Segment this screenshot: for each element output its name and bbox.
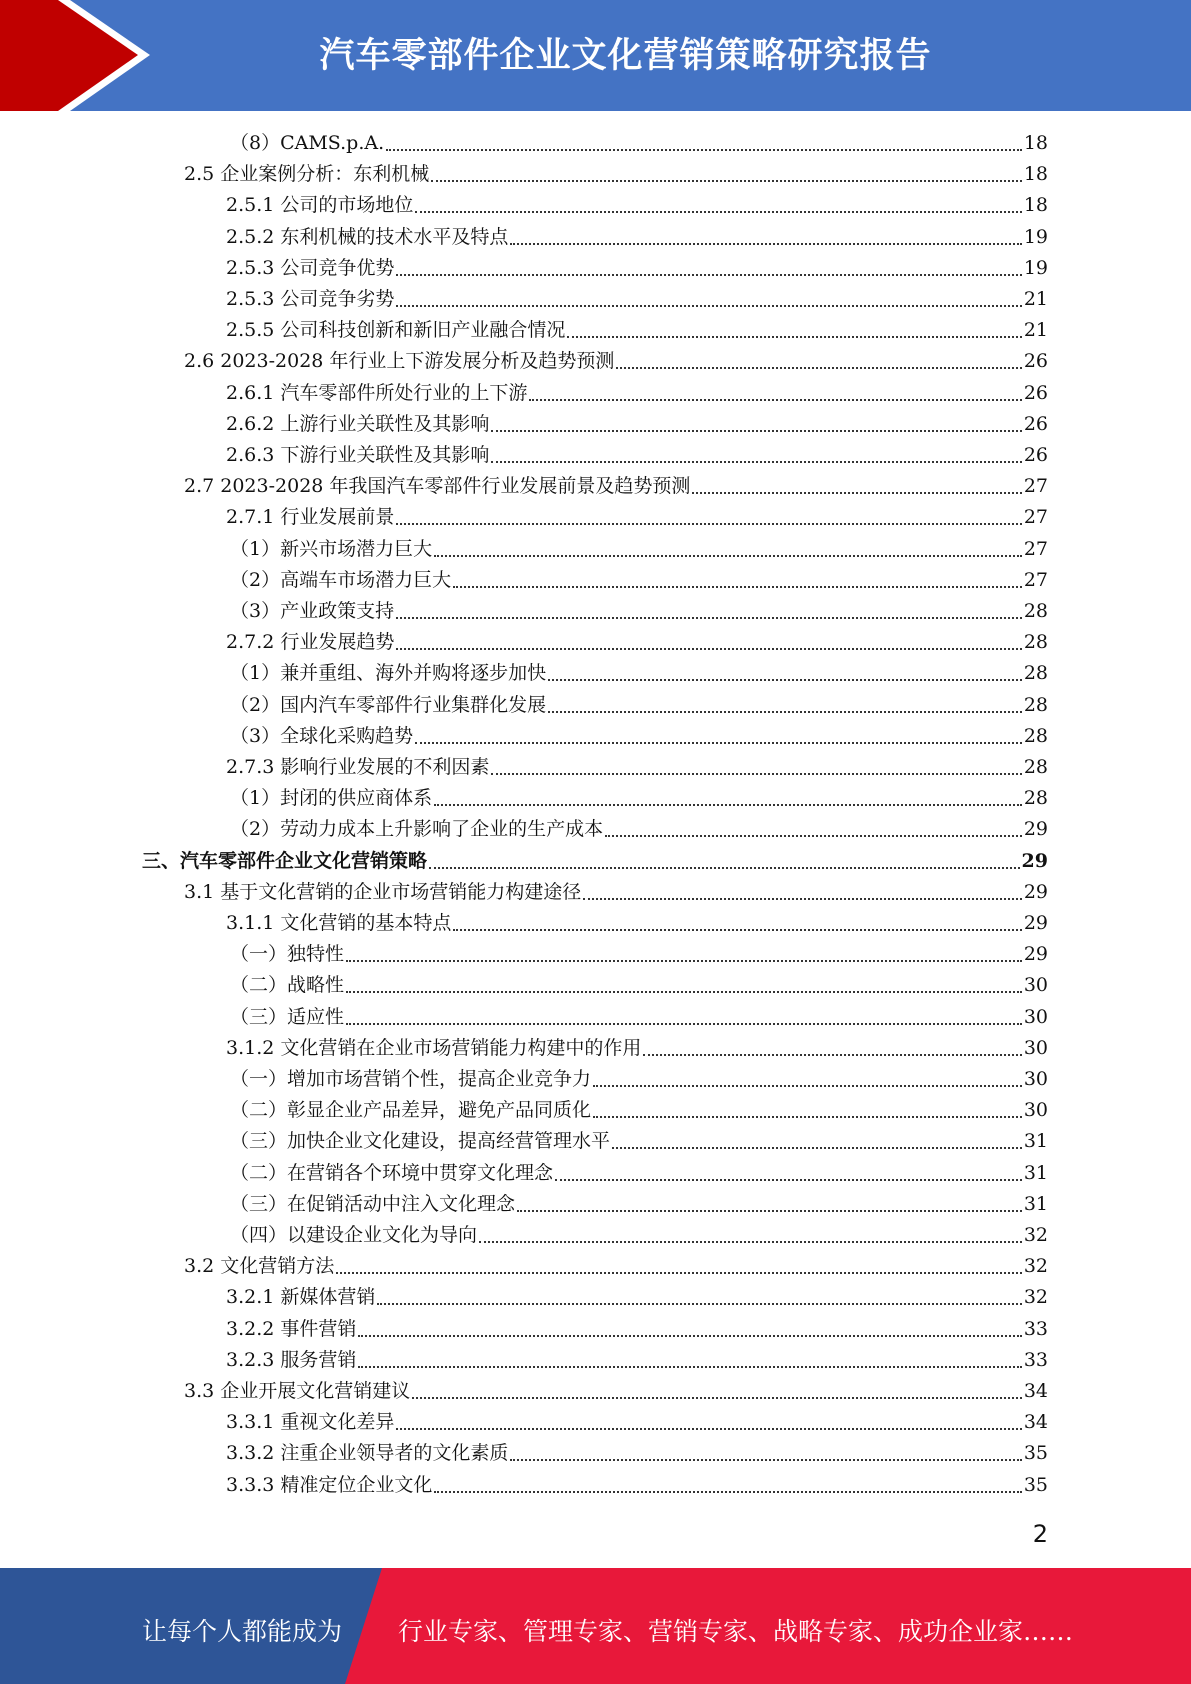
toc-dot-leader xyxy=(396,274,1021,276)
toc-entry-page: 34 xyxy=(1023,1380,1048,1402)
toc-entry[interactable] xyxy=(226,253,1048,284)
toc-entry-title: 2.5.1 公司的市场地位 xyxy=(226,194,414,216)
toc-entry[interactable] xyxy=(230,534,1048,565)
toc-entry-title: 2.5 企业案例分析：东利机械 xyxy=(184,163,430,185)
toc-entry-title: （一）增加市场营销个性，提高企业竞争力 xyxy=(230,1068,592,1090)
toc-entry[interactable] xyxy=(230,721,1048,752)
toc-entry[interactable] xyxy=(230,658,1048,689)
toc-entry-title: （二）战略性 xyxy=(230,974,345,996)
toc-dot-leader xyxy=(491,430,1021,432)
toc-dot-leader xyxy=(396,648,1021,650)
toc-dot-leader xyxy=(412,1397,1022,1399)
toc-entry-title: 2.6.3 下游行业关联性及其影响 xyxy=(226,444,490,466)
toc-dot-leader xyxy=(491,461,1021,463)
toc-entry[interactable] xyxy=(226,1314,1048,1345)
toc-entry-page: 28 xyxy=(1023,631,1048,653)
toc-entry-title: 2.5.2 东利机械的技术水平及特点 xyxy=(226,226,509,248)
toc-entry-page: 32 xyxy=(1023,1224,1048,1246)
toc-entry-page: 21 xyxy=(1023,288,1048,310)
toc-dot-leader xyxy=(396,617,1022,619)
toc-entry-page: 21 xyxy=(1023,319,1048,341)
toc-entry[interactable] xyxy=(230,1064,1048,1095)
toc-entry-title: （三）加快企业文化建设，提高经营管理水平 xyxy=(230,1130,611,1152)
toc-entry[interactable] xyxy=(230,128,1048,159)
toc-entry-title: 2.6 2023-2028 年行业上下游发展分析及趋势预测 xyxy=(184,350,615,372)
toc-entry-title: 2.5.3 公司竞争优势 xyxy=(226,257,395,279)
toc-entry-title: 3.3.1 重视文化差异 xyxy=(226,1411,395,1433)
toc-entry-page: 31 xyxy=(1023,1162,1048,1184)
toc-entry[interactable] xyxy=(184,346,1048,377)
toc-dot-leader xyxy=(605,835,1022,837)
toc-entry[interactable] xyxy=(230,690,1048,721)
toc-entry-page: 33 xyxy=(1023,1318,1048,1340)
toc-entry-title: （1）兼并重组、海外并购将逐步加快 xyxy=(230,662,547,684)
toc-entry-title: （3）产业政策支持 xyxy=(230,600,395,622)
toc-dot-leader xyxy=(583,898,1022,900)
toc-entry-title: （2）国内汽车零部件行业集群化发展 xyxy=(230,694,547,716)
toc-dot-leader xyxy=(415,211,1021,213)
toc-entry-title: 3.3 企业开展文化营销建议 xyxy=(184,1380,411,1402)
toc-entry-page: 33 xyxy=(1023,1349,1048,1371)
toc-entry-page: 29 xyxy=(1023,818,1048,840)
toc-entry[interactable] xyxy=(226,752,1048,783)
toc-entry-page: 18 xyxy=(1023,163,1048,185)
toc-entry[interactable] xyxy=(230,565,1048,596)
toc-dot-leader xyxy=(386,149,1022,151)
toc-entry-page: 18 xyxy=(1023,132,1048,154)
toc-entry-title: 2.5.5 公司科技创新和新旧产业融合情况 xyxy=(226,319,566,341)
footer-slogan-right: 行业专家、管理专家、营销专家、战略专家、成功企业家…… xyxy=(398,1617,1074,1646)
footer-slogan-left: 让每个人都能成为 xyxy=(142,1617,343,1646)
toc-entry-page: 30 xyxy=(1023,1006,1048,1028)
toc-dot-leader xyxy=(548,679,1022,681)
toc-dot-leader xyxy=(396,305,1021,307)
toc-dot-leader xyxy=(453,586,1022,588)
toc-entry-title: 2.7.3 影响行业发展的不利因素 xyxy=(226,756,490,778)
toc-dot-leader xyxy=(429,867,1020,869)
toc-entry-page: 29 xyxy=(1023,881,1048,903)
toc-entry[interactable] xyxy=(226,1407,1048,1438)
toc-dot-leader xyxy=(434,555,1022,557)
toc-dot-leader xyxy=(510,243,1021,245)
toc-dot-leader xyxy=(396,523,1021,525)
toc-entry-page: 27 xyxy=(1023,538,1048,560)
toc-entry-title: （二）在营销各个环境中贯穿文化理念 xyxy=(230,1162,554,1184)
toc-entry-page: 28 xyxy=(1023,600,1048,622)
toc-entry-page: 27 xyxy=(1023,569,1048,591)
toc-entry-title: （一）独特性 xyxy=(230,943,345,965)
toc-dot-leader xyxy=(377,1303,1021,1305)
toc-entry-page: 31 xyxy=(1023,1130,1048,1152)
toc-entry-page: 30 xyxy=(1023,1099,1048,1121)
toc-entry-title: （二）彰显企业产品差异，避免产品同质化 xyxy=(230,1099,592,1121)
toc-entry[interactable] xyxy=(230,939,1048,970)
toc-entry-page: 28 xyxy=(1023,756,1048,778)
toc-entry[interactable] xyxy=(230,1158,1048,1189)
toc-entry-title: 2.6.1 汽车零部件所处行业的上下游 xyxy=(226,382,528,404)
toc-dot-leader xyxy=(593,1085,1022,1087)
toc-dot-leader xyxy=(517,1210,1022,1212)
report-title: 汽车零部件企业文化营销策略研究报告 xyxy=(319,36,932,76)
toc-entry-title: （四）以建设企业文化为导向 xyxy=(230,1224,478,1246)
toc-entry-title: 3.1.2 文化营销在企业市场营销能力构建中的作用 xyxy=(226,1037,642,1059)
toc-dot-leader xyxy=(567,336,1021,338)
toc-entry-title: 2.7 2023-2028 年我国汽车零部件行业发展前景及趋势预测 xyxy=(184,475,691,497)
toc-dot-leader xyxy=(396,1428,1021,1430)
toc-entry-page: 29 xyxy=(1021,850,1048,872)
toc-dot-leader xyxy=(346,960,1022,962)
toc-entry[interactable] xyxy=(226,378,1048,409)
toc-entry-title: （8）CAMS.p.A. xyxy=(230,132,385,154)
toc-entry[interactable] xyxy=(230,1126,1048,1157)
toc-entry[interactable] xyxy=(226,440,1048,471)
toc-entry-page: 27 xyxy=(1023,506,1048,528)
toc-dot-leader xyxy=(358,1366,1021,1368)
toc-entry-page: 32 xyxy=(1023,1255,1048,1277)
toc-dot-leader xyxy=(555,1179,1022,1181)
toc-entry-title: （三）在促销活动中注入文化理念 xyxy=(230,1193,516,1215)
toc-dot-leader xyxy=(434,804,1022,806)
report-header xyxy=(0,0,1191,111)
toc-entry[interactable] xyxy=(184,1251,1048,1282)
toc-entry-page: 30 xyxy=(1023,1037,1048,1059)
toc-entry[interactable] xyxy=(226,222,1048,253)
toc-entry-title: 3.1 基于文化营销的企业市场营销能力构建途径 xyxy=(184,881,582,903)
toc-entry-title: 3.1.1 文化营销的基本特点 xyxy=(226,912,452,934)
toc-entry-title: 3.2.3 服务营销 xyxy=(226,1349,357,1371)
toc-entry-page: 19 xyxy=(1023,226,1048,248)
toc-entry-title: （三）适应性 xyxy=(230,1006,345,1028)
toc-entry[interactable] xyxy=(226,1345,1048,1376)
toc-entry[interactable] xyxy=(230,1002,1048,1033)
toc-dot-leader xyxy=(692,492,1021,494)
toc-dot-leader xyxy=(616,367,1021,369)
toc-dot-leader xyxy=(431,180,1022,182)
toc-entry[interactable] xyxy=(226,502,1048,533)
toc-dot-leader xyxy=(593,1116,1022,1118)
toc-dot-leader xyxy=(479,1241,1022,1243)
toc-entry-page: 29 xyxy=(1023,943,1048,965)
toc-entry[interactable] xyxy=(230,814,1048,845)
toc-entry-page: 31 xyxy=(1023,1193,1048,1215)
toc-entry[interactable] xyxy=(226,1438,1048,1469)
toc-entry[interactable] xyxy=(226,315,1048,346)
toc-dot-leader xyxy=(358,1335,1021,1337)
toc-dot-leader xyxy=(491,773,1021,775)
toc-entry[interactable] xyxy=(230,1220,1048,1251)
toc-entry[interactable] xyxy=(184,877,1048,908)
toc-entry-page: 26 xyxy=(1023,444,1048,466)
toc-dot-leader xyxy=(643,1054,1021,1056)
toc-entry-title: （1）新兴市场潜力巨大 xyxy=(230,538,433,560)
toc-entry[interactable] xyxy=(184,471,1048,502)
toc-dot-leader xyxy=(510,1459,1021,1461)
toc-entry[interactable] xyxy=(230,596,1048,627)
toc-entry[interactable] xyxy=(226,284,1048,315)
toc-entry[interactable] xyxy=(230,970,1048,1001)
page-number: 2 xyxy=(1032,1520,1048,1548)
toc-entry-page: 35 xyxy=(1023,1474,1048,1496)
toc-entry-title: （2）劳动力成本上升影响了企业的生产成本 xyxy=(230,818,604,840)
toc-dot-leader xyxy=(548,711,1022,713)
toc-entry-page: 28 xyxy=(1023,787,1048,809)
toc-entry-title: 2.7.2 行业发展趋势 xyxy=(226,631,395,653)
toc-entry-page: 29 xyxy=(1023,912,1048,934)
toc-entry-page: 28 xyxy=(1023,725,1048,747)
toc-dot-leader xyxy=(434,1491,1021,1493)
toc-entry[interactable] xyxy=(226,1282,1048,1313)
toc-entry[interactable] xyxy=(226,190,1048,221)
toc-entry-title: 3.3.2 注重企业领导者的文化素质 xyxy=(226,1442,509,1464)
toc-entry[interactable] xyxy=(226,1470,1048,1501)
toc-entry-title: 3.2.1 新媒体营销 xyxy=(226,1286,376,1308)
footer-banner xyxy=(0,1568,1191,1684)
toc-entry-title: 2.5.3 公司竞争劣势 xyxy=(226,288,395,310)
toc-entry-page: 34 xyxy=(1023,1411,1048,1433)
toc-entry-page: 35 xyxy=(1023,1442,1048,1464)
toc-entry[interactable] xyxy=(142,846,1048,877)
toc-entry-title: 3.3.3 精准定位企业文化 xyxy=(226,1474,433,1496)
toc-entry-page: 26 xyxy=(1023,413,1048,435)
toc-entry-title: 3.2.2 事件营销 xyxy=(226,1318,357,1340)
toc-dot-leader xyxy=(346,1023,1022,1025)
toc-entry[interactable] xyxy=(184,1376,1048,1407)
toc-entry[interactable] xyxy=(226,1033,1048,1064)
toc-entry-title: （3）全球化采购趋势 xyxy=(230,725,414,747)
toc-entry[interactable] xyxy=(230,1189,1048,1220)
toc-dot-leader xyxy=(529,399,1021,401)
toc-entry-title: （2）高端车市场潜力巨大 xyxy=(230,569,452,591)
toc-entry-page: 30 xyxy=(1023,974,1048,996)
toc-entry-title: 2.7.1 行业发展前景 xyxy=(226,506,395,528)
toc-entry-page: 26 xyxy=(1023,350,1048,372)
toc-entry-title: （1）封闭的供应商体系 xyxy=(230,787,433,809)
toc-entry[interactable] xyxy=(226,627,1048,658)
toc-entry-page: 28 xyxy=(1023,694,1048,716)
toc-entry[interactable] xyxy=(230,783,1048,814)
toc-entry[interactable] xyxy=(184,159,1048,190)
toc-entry-title: 三、汽车零部件企业文化营销策略 xyxy=(142,850,428,872)
toc-entry-title: 2.6.2 上游行业关联性及其影响 xyxy=(226,413,490,435)
toc-entry[interactable] xyxy=(230,1095,1048,1126)
toc-entry-page: 32 xyxy=(1023,1286,1048,1308)
toc-dot-leader xyxy=(346,991,1022,993)
toc-entry-title: 3.2 文化营销方法 xyxy=(184,1255,335,1277)
toc-dot-leader xyxy=(336,1272,1022,1274)
toc-entry-page: 28 xyxy=(1023,662,1048,684)
toc-entry[interactable] xyxy=(226,409,1048,440)
toc-dot-leader xyxy=(415,742,1022,744)
toc-dot-leader xyxy=(612,1147,1022,1149)
toc-entry-page: 27 xyxy=(1023,475,1048,497)
toc-entry-page: 18 xyxy=(1023,194,1048,216)
toc-entry-page: 30 xyxy=(1023,1068,1048,1090)
toc-entry[interactable] xyxy=(226,908,1048,939)
toc-entry-page: 26 xyxy=(1023,382,1048,404)
toc-entry-page: 19 xyxy=(1023,257,1048,279)
toc-dot-leader xyxy=(453,929,1021,931)
